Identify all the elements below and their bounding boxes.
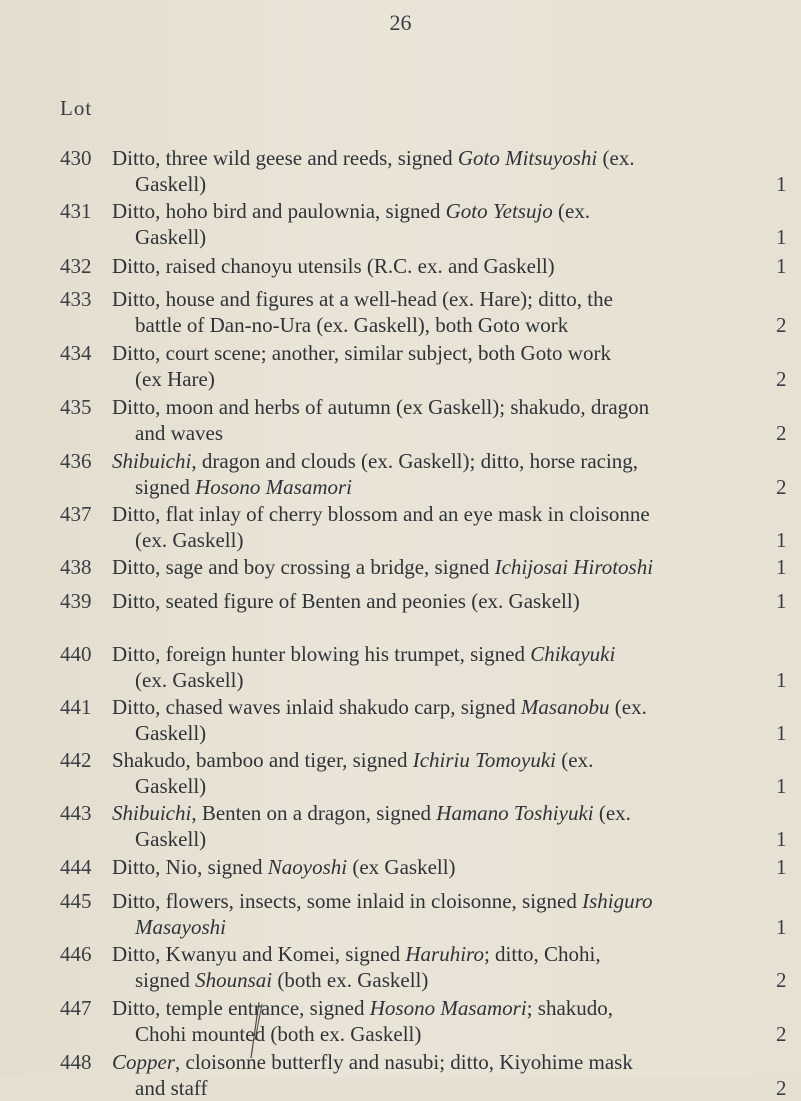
lot-description [112, 394, 760, 446]
entry-text: Ditto, flat inlay of cherry blossom and an eye mask in cloisonne [112, 502, 650, 526]
description-line-1 [112, 641, 760, 667]
lot-quantity: 2 [776, 421, 787, 445]
lot-description [112, 340, 760, 392]
entry-text: Chohi mounted (both ex. Gaskell) [135, 1022, 422, 1046]
lot-number: 432 [60, 254, 92, 278]
lot-number: 431 [60, 199, 92, 223]
entry-text: Ditto, foreign hunter blowing his trumpet, signed [112, 642, 531, 666]
lot-number: 440 [60, 642, 92, 666]
lot-quantity: 1 [776, 915, 787, 939]
description-line-1 [112, 747, 760, 773]
entry-text: (ex. [556, 748, 594, 772]
entry-text: Ditto, chased waves inlaid shakudo carp, signed [112, 695, 521, 719]
description-line-1 [112, 554, 760, 580]
lot-quantity: 2 [776, 367, 787, 391]
description-line-2 [112, 527, 760, 553]
lot-quantity: 2 [776, 968, 787, 992]
lot-description [112, 286, 760, 338]
lot-description [112, 1049, 760, 1101]
entry-italic-text: Chikayuki [530, 642, 616, 666]
lot-description [112, 888, 760, 940]
lot-number: 430 [60, 146, 92, 170]
description-line-2 [112, 914, 760, 940]
entry-italic-text: Ichijosai Hirotoshi [494, 555, 654, 579]
entry-italic-text: Shounsai [195, 968, 273, 992]
entry-italic-text: Naoyoshi [267, 855, 348, 879]
lot-quantity: 1 [776, 172, 787, 196]
entry-italic-text: Ishiguro [582, 889, 653, 913]
entry-text: and staff [135, 1076, 208, 1100]
lot-quantity: 1 [776, 589, 787, 613]
pencil-mark-icon [245, 1000, 265, 1060]
lot-column-header: Lot [60, 96, 93, 120]
entry-text: Ditto, sage and boy crossing a bridge, signed [112, 555, 495, 579]
entry-text: Gaskell) [135, 827, 207, 851]
lot-quantity: 1 [776, 855, 787, 879]
lot-quantity: 1 [776, 721, 787, 745]
description-line-2 [112, 1021, 760, 1047]
lot-description [112, 145, 760, 197]
description-line-2 [112, 826, 760, 852]
entry-text: Ditto, seated figure of Benten and peonies (ex. Gaskell) [112, 589, 580, 613]
lot-quantity: 1 [776, 254, 787, 278]
description-line-2 [112, 1075, 760, 1101]
lot-number: 439 [60, 589, 92, 613]
lot-number: 445 [60, 889, 92, 913]
lot-description [112, 941, 760, 993]
lot-quantity: 1 [776, 528, 787, 552]
entry-text: signed [135, 968, 196, 992]
lot-description [112, 588, 760, 614]
entry-italic-text: Ichiriu Tomoyuki [412, 748, 557, 772]
entry-text: Ditto, court scene; another, similar subject, both Goto work [112, 341, 611, 365]
entry-text: (ex. Gaskell) [135, 668, 244, 692]
lot-number: 448 [60, 1050, 92, 1074]
entry-italic-text: Haruhiro [405, 942, 484, 966]
entry-text: (ex. [609, 695, 647, 719]
entry-italic-text: Masanobu [520, 695, 610, 719]
lot-description [112, 641, 760, 693]
lot-description [112, 747, 760, 799]
lot-number: 433 [60, 287, 92, 311]
entry-italic-text: Masayoshi [135, 915, 226, 939]
lot-quantity: 2 [776, 313, 787, 337]
entry-italic-text: Goto Mitsuyoshi [457, 146, 598, 170]
lot-description [112, 448, 760, 500]
lot-description [112, 253, 760, 279]
entry-text: and waves [135, 421, 224, 445]
entry-text: battle of Dan-no-Ura (ex. Gaskell), both Goto work [135, 313, 569, 337]
description-line-2 [112, 171, 760, 197]
lot-quantity: 1 [776, 774, 787, 798]
description-line-2 [112, 720, 760, 746]
entry-text: , cloisonne butterfly and nasubi; ditto, Kiyohime mask [175, 1050, 633, 1074]
description-line-2 [112, 667, 760, 693]
entry-text: Gaskell) [135, 774, 207, 798]
entry-text: Gaskell) [135, 721, 207, 745]
description-line-2 [112, 312, 760, 338]
lot-description [112, 694, 760, 746]
description-line-2 [112, 366, 760, 392]
entry-text: Ditto, temple entrance, signed [112, 996, 370, 1020]
entry-text: (both ex. Gaskell) [272, 968, 429, 992]
entry-text: Ditto, hoho bird and paulownia, signed [112, 199, 446, 223]
description-line-1 [112, 1049, 760, 1075]
description-line-1 [112, 286, 760, 312]
entry-text: Gaskell) [135, 172, 207, 196]
lot-description [112, 854, 760, 880]
entry-italic-text: Copper [112, 1050, 175, 1074]
entry-text: Ditto, flowers, insects, some inlaid in cloisonne, signed [112, 889, 583, 913]
lot-quantity: 2 [776, 475, 787, 499]
lot-quantity: 1 [776, 668, 787, 692]
entry-text: Gaskell) [135, 225, 207, 249]
entry-text: ; ditto, Chohi, [483, 942, 601, 966]
description-line-1 [112, 501, 760, 527]
description-line-1 [112, 888, 760, 914]
lot-number: 444 [60, 855, 92, 879]
description-line-1 [112, 394, 760, 420]
lot-number: 446 [60, 942, 92, 966]
entry-text: Shakudo, bamboo and tiger, signed [112, 748, 413, 772]
lot-quantity: 1 [776, 555, 787, 579]
entry-text: Ditto, moon and herbs of autumn (ex Gaskell); shakudo, dragon [112, 395, 650, 419]
entry-text: (ex. [593, 801, 631, 825]
entry-text: (ex. [597, 146, 635, 170]
entry-italic-text: Hosono Masamori [369, 996, 527, 1020]
entry-text: , Benten on a dragon, signed [191, 801, 437, 825]
description-line-1 [112, 800, 760, 826]
entry-text: Ditto, raised chanoyu utensils (R.C. ex. and Gaskell) [112, 254, 555, 278]
entry-text: (ex Gaskell) [347, 855, 456, 879]
description-line-1 [112, 995, 760, 1021]
lot-number: 438 [60, 555, 92, 579]
lot-quantity: 2 [776, 1076, 787, 1100]
lot-description [112, 501, 760, 553]
entry-text: signed [135, 475, 196, 499]
description-line-2 [112, 773, 760, 799]
description-line-2 [112, 224, 760, 250]
lot-number: 434 [60, 341, 92, 365]
entry-italic-text: Hamano Toshiyuki [436, 801, 594, 825]
lot-number: 435 [60, 395, 92, 419]
entry-text: Ditto, three wild geese and reeds, signed [112, 146, 458, 170]
description-line-1 [112, 694, 760, 720]
lot-number: 443 [60, 801, 92, 825]
page-number: 26 [389, 10, 412, 35]
lot-quantity: 1 [776, 225, 787, 249]
entry-text: (ex. Gaskell) [135, 528, 244, 552]
lot-number: 447 [60, 996, 92, 1020]
description-line-1 [112, 198, 760, 224]
description-line-1 [112, 588, 760, 614]
description-line-1 [112, 448, 760, 474]
lot-description [112, 554, 760, 580]
entry-italic-text: Goto Yetsujo [445, 199, 553, 223]
description-line-1 [112, 145, 760, 171]
lot-number: 437 [60, 502, 92, 526]
lot-quantity: 1 [776, 827, 787, 851]
lot-description [112, 198, 760, 250]
description-line-1 [112, 854, 760, 880]
lot-description [112, 800, 760, 852]
entry-italic-text: Shibuichi [112, 801, 192, 825]
entry-text: , dragon and clouds (ex. Gaskell); ditto, horse racing, [191, 449, 639, 473]
description-line-1 [112, 340, 760, 366]
entry-text: (ex. [552, 199, 591, 223]
entry-text: Ditto, Kwanyu and Komei, signed [112, 942, 406, 966]
entry-text: (ex Hare) [135, 367, 215, 391]
description-line-2 [112, 420, 760, 446]
entry-text: Ditto, Nio, signed [112, 855, 268, 879]
lot-number: 442 [60, 748, 92, 772]
entry-text: Ditto, house and figures at a well-head (ex. Hare); ditto, the [112, 287, 613, 311]
description-line-2 [112, 967, 760, 993]
entry-italic-text: Hosono Masamori [195, 475, 353, 499]
entry-text: ; shakudo, [526, 996, 614, 1020]
description-line-2 [112, 474, 760, 500]
description-line-1 [112, 253, 760, 279]
lot-number: 441 [60, 695, 92, 719]
entry-italic-text: Shibuichi [112, 449, 192, 473]
lot-quantity: 2 [776, 1022, 787, 1046]
description-line-1 [112, 941, 760, 967]
lot-description [112, 995, 760, 1047]
lot-number: 436 [60, 449, 92, 473]
